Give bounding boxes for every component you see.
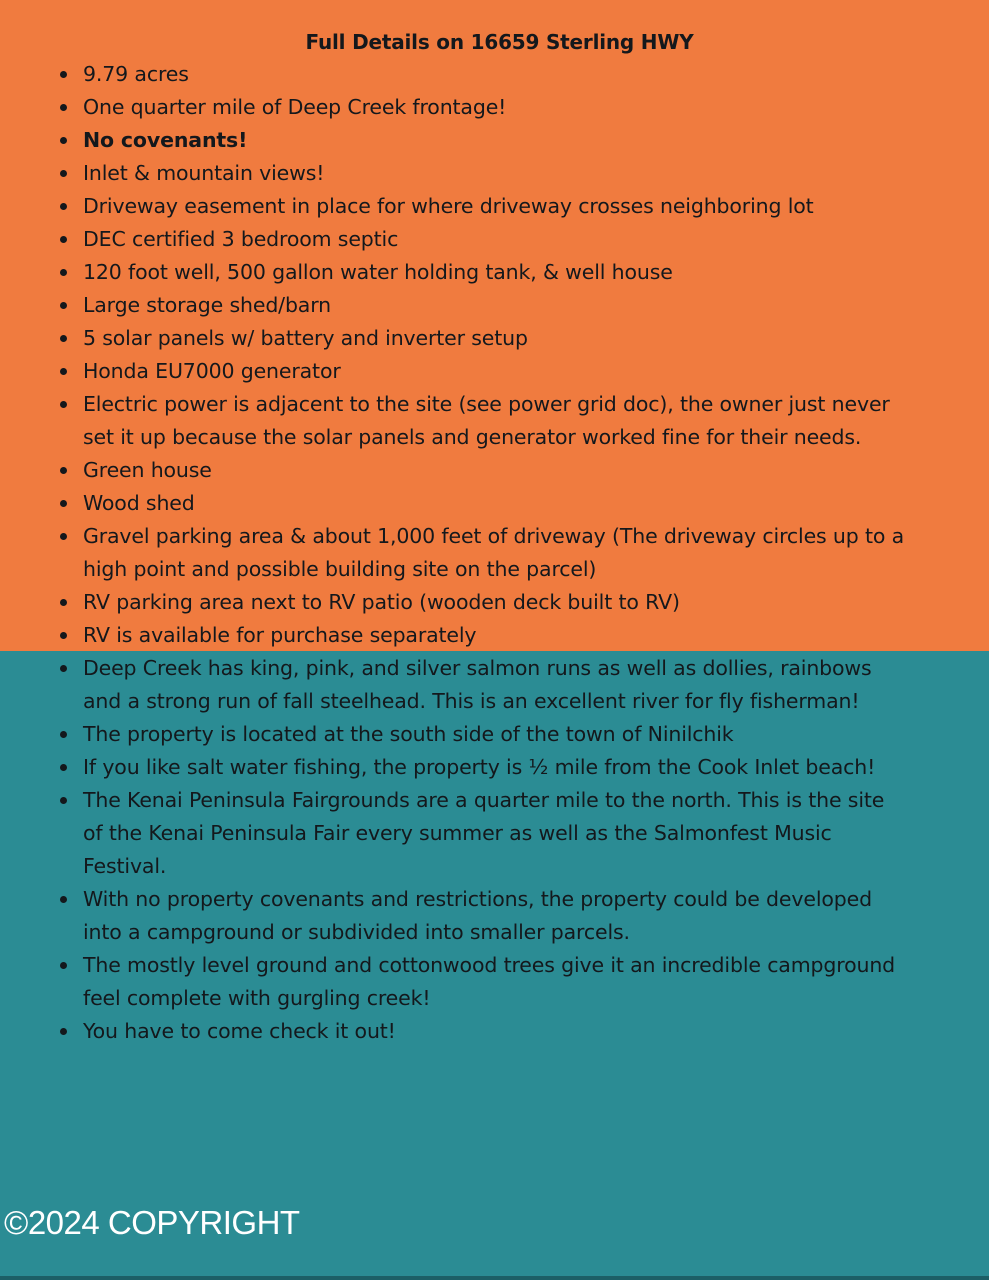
list-item — [83, 190, 963, 223]
list-item — [83, 949, 963, 1015]
list-item — [83, 289, 963, 322]
list-item — [83, 487, 963, 520]
list-item-line: feel complete with gurgling creek! — [83, 986, 431, 1010]
list-item-line: Driveway easement in place for where driveway crosses neighboring lot — [83, 194, 814, 218]
list-item — [83, 784, 963, 883]
list-item — [83, 355, 963, 388]
list-item-line: high point and possible building site on the parcel) — [83, 557, 597, 581]
list-item — [83, 751, 963, 784]
list-item-line: Large storage shed/barn — [83, 293, 331, 317]
list-item — [83, 91, 963, 124]
list-item — [83, 454, 963, 487]
list-item-line: Electric power is adjacent to the site (see power grid doc), the owner just never — [83, 392, 890, 416]
list-item — [83, 652, 963, 718]
list-item-line: Festival. — [83, 854, 167, 878]
list-item-line: Green house — [83, 458, 212, 482]
list-item-line: One quarter mile of Deep Creek frontage! — [83, 95, 507, 119]
page-title: Full Details on 16659 Sterling HWY — [305, 30, 694, 54]
list-item-line: You have to come check it out! — [83, 1019, 396, 1043]
list-item-line: of the Kenai Peninsula Fair every summer as well as the Salmonfest Music — [83, 821, 832, 845]
list-item-line: set it up because the solar panels and generator worked fine for their needs. — [83, 425, 862, 449]
list-item — [83, 586, 963, 619]
list-item-line: Deep Creek has king, pink, and silver salmon runs as well as dollies, rainbows — [83, 656, 872, 680]
list-item-line: If you like salt water fishing, the property is ½ mile from the Cook Inlet beach! — [83, 755, 876, 779]
copyright-notice: ©2024 COPYRIGHT — [4, 1204, 300, 1241]
list-item — [83, 157, 963, 190]
list-item-line: and a strong run of fall steelhead. This is an excellent river for fly fisherman! — [83, 689, 860, 713]
list-item-line: The mostly level ground and cottonwood trees give it an incredible campground — [83, 953, 896, 977]
details-list — [83, 58, 963, 1048]
list-item-line: into a campground or subdivided into smaller parcels. — [83, 920, 630, 944]
list-item-line: RV parking area next to RV patio (wooden deck built to RV) — [83, 590, 680, 614]
list-item — [83, 718, 963, 751]
list-item-line: Honda EU7000 generator — [83, 359, 341, 383]
list-item-line: Gravel parking area & about 1,000 feet of driveway (The driveway circles up to a — [83, 524, 905, 548]
list-item-line: 9.79 acres — [83, 62, 189, 86]
list-item — [83, 256, 963, 289]
list-item — [83, 223, 963, 256]
list-item — [83, 124, 963, 157]
list-item — [83, 388, 963, 454]
list-item — [83, 58, 963, 91]
list-item-line: 120 foot well, 500 gallon water holding tank, & well house — [83, 260, 673, 284]
list-item-line: No covenants! — [83, 128, 248, 152]
list-item — [83, 322, 963, 355]
list-item — [83, 520, 963, 586]
list-item-line: DEC certified 3 bedroom septic — [83, 227, 399, 251]
list-item-line: Inlet & mountain views! — [83, 161, 325, 185]
bottom-edge — [0, 1276, 989, 1280]
list-item-line: Wood shed — [83, 491, 195, 515]
list-item-line: The Kenai Peninsula Fairgrounds are a quarter mile to the north. This is the site — [83, 788, 885, 812]
list-item-line: 5 solar panels w/ battery and inverter setup — [83, 326, 528, 350]
list-item — [83, 619, 963, 652]
list-item-line: RV is available for purchase separately — [83, 623, 477, 647]
list-item-line: The property is located at the south side of the town of Ninilchik — [83, 722, 734, 746]
list-item — [83, 883, 963, 949]
list-item-line: With no property covenants and restrictions, the property could be developed — [83, 887, 872, 911]
list-item — [83, 1015, 963, 1048]
